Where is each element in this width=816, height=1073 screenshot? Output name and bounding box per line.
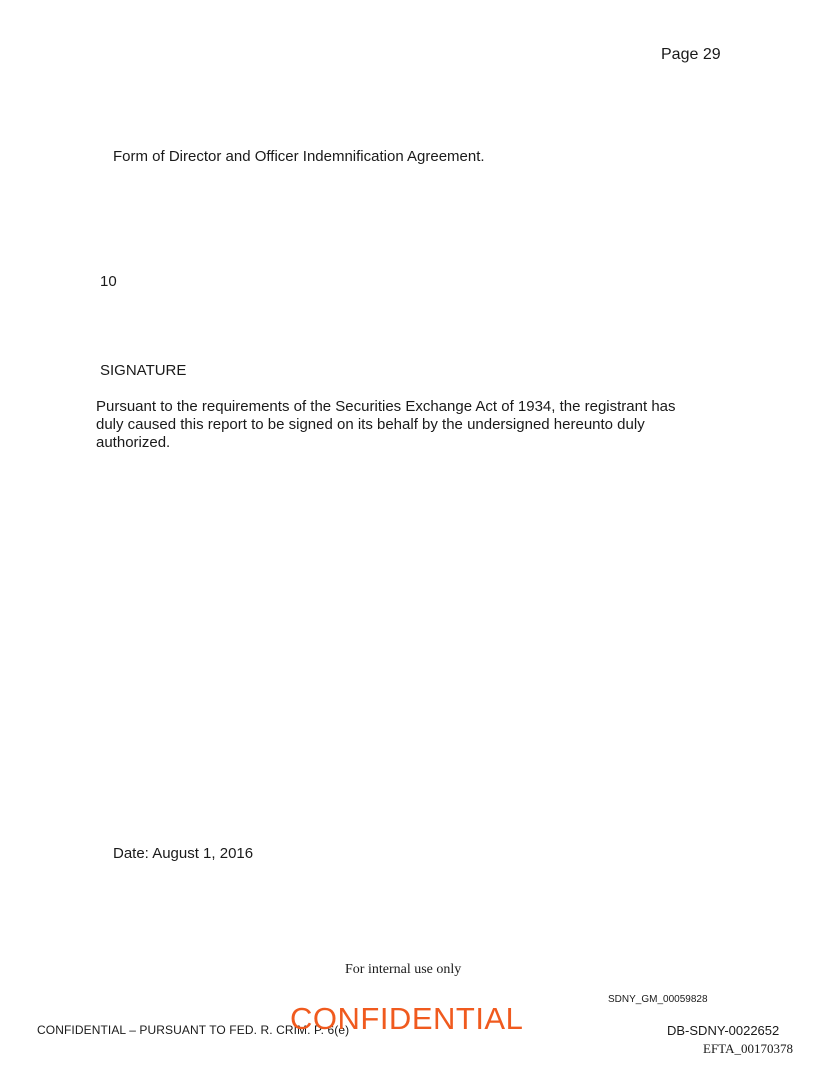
bates-number-sdny-gm: SDNY_GM_00059828 <box>608 994 708 1005</box>
bates-number-db: DB-SDNY-0022652 <box>667 1023 780 1038</box>
page-number: Page 29 <box>661 46 721 63</box>
signature-paragraph <box>96 398 736 452</box>
exhibit-description: Form of Director and Officer Indemnification Agreement. <box>113 148 485 165</box>
confidentiality-legend: CONFIDENTIAL – PURSUANT TO FED. R. CRIM. P. 6(e) <box>37 1023 350 1037</box>
confidential-stamp: CONFIDENTIAL <box>290 1001 524 1036</box>
signature-date: Date: August 1, 2016 <box>113 845 254 862</box>
internal-use-notice: For internal use only <box>345 962 462 977</box>
bates-number-efta: EFTA_00170378 <box>703 1041 793 1056</box>
signature-paragraph-line: authorized. <box>96 434 171 451</box>
signature-paragraph-line: Pursuant to the requirements of the Securities Exchange Act of 1934, the registrant has <box>96 398 676 415</box>
original-page-number: 10 <box>100 273 117 290</box>
signature-paragraph-line: duly caused this report to be signed on its behalf by the undersigned hereunto duly <box>96 416 645 433</box>
signature-heading: SIGNATURE <box>100 362 187 379</box>
